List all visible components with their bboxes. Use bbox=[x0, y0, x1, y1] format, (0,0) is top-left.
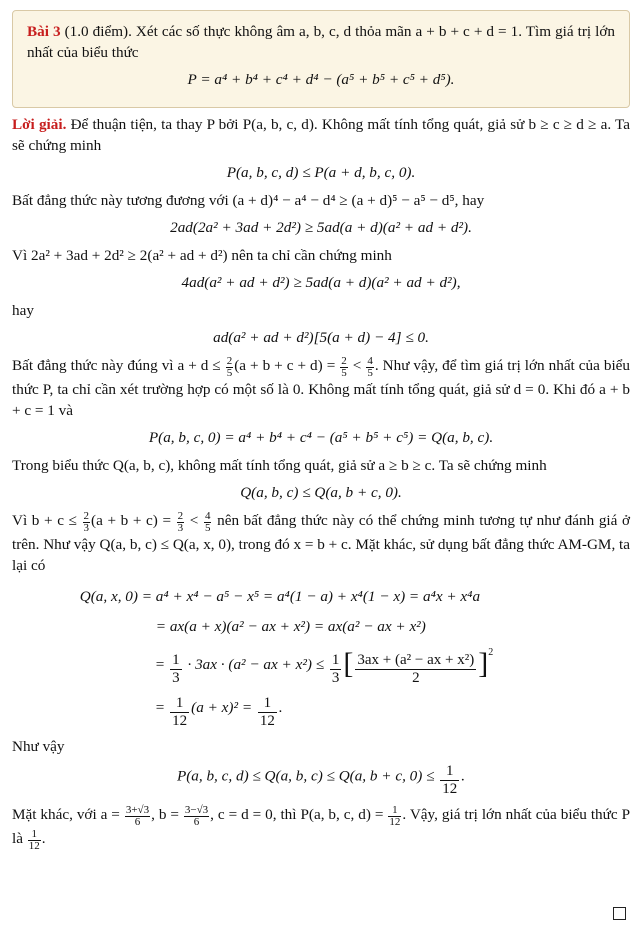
fraction-4-5 bbox=[366, 356, 374, 379]
p9-text-c: , c = d = 0, thì P(a, b, c, d) = bbox=[210, 806, 384, 824]
frac-num: 3+√3 bbox=[125, 804, 150, 817]
equation-1: P(a, b, c, d) ≤ P(a + d, b, c, 0). bbox=[226, 164, 416, 181]
fraction-1-12 bbox=[28, 829, 41, 852]
p5-text-d: . Như vậy, để tìm giá trị lớn nhất của biểu thức P, ta chỉ cần xét trường hợp có một số là 0. Không mất tính tổng quát, giả sử d = 0. Khi đó a + b + c = 1 và bbox=[12, 357, 631, 420]
frac-den: 12 bbox=[442, 781, 458, 798]
fraction-1-12 bbox=[258, 695, 277, 730]
equation-5: P(a, b, c, 0) = a⁴ + b⁴ + c⁴ − (a⁵ + b⁵ + c⁵) = Q(a, b, c). bbox=[148, 429, 494, 447]
fraction-2-3 bbox=[83, 511, 91, 534]
frac-num: 1 bbox=[331, 651, 340, 668]
frac-den: 12 bbox=[28, 840, 40, 853]
solution-p4: hay bbox=[12, 302, 34, 319]
p5-text-b: (a + b + c + d) = bbox=[234, 357, 336, 374]
solution-p2: Bất đẳng thức này tương đương với (a + d)⁴ − a⁴ − d⁴ ≥ (a + d)⁵ − a⁵ − d⁵, hay bbox=[12, 192, 485, 209]
problem-formula: P = a⁴ + b⁴ + c⁴ + d⁴ − (a⁵ + b⁵ + c⁵ + d⁵). bbox=[187, 71, 455, 88]
frac-num: 4 bbox=[367, 355, 373, 368]
derivation-line-4 bbox=[12, 686, 630, 730]
frac-num: 1 bbox=[392, 804, 398, 817]
equation-2: 2ad(2a² + 3ad + 2d²) ≥ 5ad(a + d)(a² + ad + d²). bbox=[170, 219, 472, 236]
solution-p1: Để thuận tiện, ta thay P bởi P(a, b, c, d). Không mất tính tổng quát, giả sử b ≥ c ≥ d ≥ a. Ta sẽ chứng minh bbox=[12, 116, 630, 154]
problem-points: (1.0 điểm). bbox=[64, 23, 132, 40]
exponent: 2 bbox=[488, 647, 494, 659]
p9-text-b: , b = bbox=[151, 806, 179, 824]
frac-num: 1 bbox=[263, 694, 272, 711]
solution-p3: Vì 2a² + 3ad + 2d² ≥ 2(a² + ad + d²) nên ta chỉ cần chứng minh bbox=[12, 247, 392, 264]
frac-den: 3 bbox=[331, 669, 340, 686]
fraction-1-12 bbox=[170, 695, 189, 730]
equation-8-text: P(a, b, c, d) ≤ Q(a, b, c) ≤ Q(a, b + c, 0) ≤ bbox=[176, 767, 435, 785]
derivation-line-3 bbox=[12, 642, 630, 686]
frac-num: 4 bbox=[204, 510, 211, 523]
frac-den: 12 bbox=[172, 712, 188, 729]
p7-text-d: nên bất đẳng thức này có thể chứng minh tương tự như đánh giá ở trên. Như vậy Q(a, b, c) ≤ Q(a, x, 0), trong đó x = b + c. Mặt khác, sử dụng bất đẳng thức AM-GM, ta lại có bbox=[12, 512, 631, 575]
p9-text-e: . bbox=[41, 830, 46, 848]
p7-text-b: (a + b + c) = bbox=[91, 512, 172, 530]
derivation-line-1 bbox=[12, 582, 630, 612]
frac-den: 5 bbox=[226, 367, 233, 380]
derivation-rhs-2: = ax(a + x)(a² − ax + x²) = ax(a² − ax + x²) bbox=[155, 618, 426, 636]
left-bracket: [ bbox=[343, 647, 354, 681]
solution-p6: Trong biểu thức Q(a, b, c), không mất tính tổng quát, giả sử a ≥ b ≥ c. Ta sẽ chứng minh bbox=[12, 457, 547, 475]
period: . bbox=[278, 699, 283, 717]
equation-3: 4ad(a² + ad + d²) ≥ 5ad(a + d)(a² + ad + d²), bbox=[181, 274, 461, 291]
derivation-mid-3: · 3ax · (a² − ax + x²) ≤ bbox=[187, 656, 325, 674]
amgm-fraction bbox=[355, 652, 476, 687]
p5-text-a: Bất đẳng thức này đúng vì a + d ≤ bbox=[12, 357, 221, 374]
period: . bbox=[461, 767, 466, 785]
frac-den: 5 bbox=[367, 367, 373, 380]
fraction-1-12 bbox=[440, 763, 459, 798]
fraction-2-5 bbox=[340, 356, 348, 379]
solution-p9 bbox=[12, 804, 630, 852]
fraction-1-3 bbox=[330, 652, 342, 687]
frac-den: 6 bbox=[125, 816, 150, 828]
fraction-1-12 bbox=[388, 805, 401, 828]
fraction-2-5 bbox=[226, 356, 234, 379]
equation-4: ad(a² + ad + d²)[5(a + d) − 4] ≤ 0. bbox=[213, 329, 429, 346]
solution-p7 bbox=[12, 510, 630, 576]
p7-text-c: < bbox=[189, 512, 199, 530]
frac-num: 3ax + (a² − ax + x²) bbox=[357, 651, 475, 668]
frac-den: 2 bbox=[355, 669, 476, 687]
frac-den: 6 bbox=[184, 816, 209, 828]
frac-den: 12 bbox=[389, 816, 401, 829]
fraction-4-5 bbox=[204, 511, 212, 534]
frac-num: 3−√3 bbox=[184, 804, 209, 817]
frac-den: 12 bbox=[259, 712, 275, 729]
solution-p5 bbox=[12, 355, 630, 421]
qed-square-icon bbox=[613, 907, 626, 920]
frac-den: 3 bbox=[177, 522, 184, 535]
fraction-1-3 bbox=[170, 652, 182, 687]
frac-den: 3 bbox=[83, 522, 90, 535]
problem-label: Bài 3 bbox=[27, 23, 61, 40]
frac-den: 5 bbox=[341, 367, 347, 380]
problem-text: Xét các số thực không âm a, b, c, d thỏa mãn a + b + c + d = 1. Tìm giá trị lớn nhất của biểu thức bbox=[27, 23, 616, 61]
solution-label: Lời giải. bbox=[12, 116, 67, 133]
equals-sign: = bbox=[155, 699, 165, 717]
derivation-rhs-1: a⁴ + x⁴ − a⁵ − x⁵ = a⁴(1 − a) + x⁴(1 − x) = a⁴x + x⁴a bbox=[155, 588, 481, 606]
frac-num: 2 bbox=[226, 355, 233, 368]
p9-text-a: Mặt khác, với a = bbox=[12, 806, 120, 824]
fraction-2-3 bbox=[177, 511, 185, 534]
equation-6: Q(a, b, c) ≤ Q(a, b + c, 0). bbox=[240, 484, 402, 502]
solution-intro bbox=[12, 114, 630, 156]
frac-num: 2 bbox=[341, 355, 347, 368]
derivation-line-2 bbox=[12, 612, 630, 642]
problem-statement bbox=[27, 21, 615, 63]
problem-box bbox=[12, 10, 630, 108]
right-bracket: ] bbox=[478, 647, 489, 681]
aligned-derivation bbox=[12, 582, 630, 730]
equals-sign: = bbox=[155, 656, 165, 674]
p7-text-a: Vì b + c ≤ bbox=[12, 512, 77, 530]
frac-num: 1 bbox=[172, 651, 180, 668]
fraction-b-value bbox=[184, 805, 209, 828]
frac-num: 1 bbox=[446, 763, 454, 780]
p5-text-c: < bbox=[352, 357, 362, 374]
frac-den: 5 bbox=[204, 522, 211, 535]
equation-8 bbox=[12, 763, 630, 798]
derivation-mid-4: (a + x)² = bbox=[191, 699, 253, 717]
fraction-a-value bbox=[125, 805, 150, 828]
frac-num: 2 bbox=[177, 510, 184, 523]
p9-text-d: . Vậy, giá trị lớn nhất của biểu thức P là bbox=[12, 806, 631, 848]
frac-num: 1 bbox=[31, 828, 38, 841]
solution-p8: Như vậy bbox=[12, 738, 65, 756]
frac-den: 3 bbox=[172, 669, 180, 686]
derivation-lhs: Q(a, x, 0) = bbox=[79, 588, 152, 606]
frac-num: 1 bbox=[175, 694, 184, 711]
frac-num: 2 bbox=[83, 510, 90, 523]
